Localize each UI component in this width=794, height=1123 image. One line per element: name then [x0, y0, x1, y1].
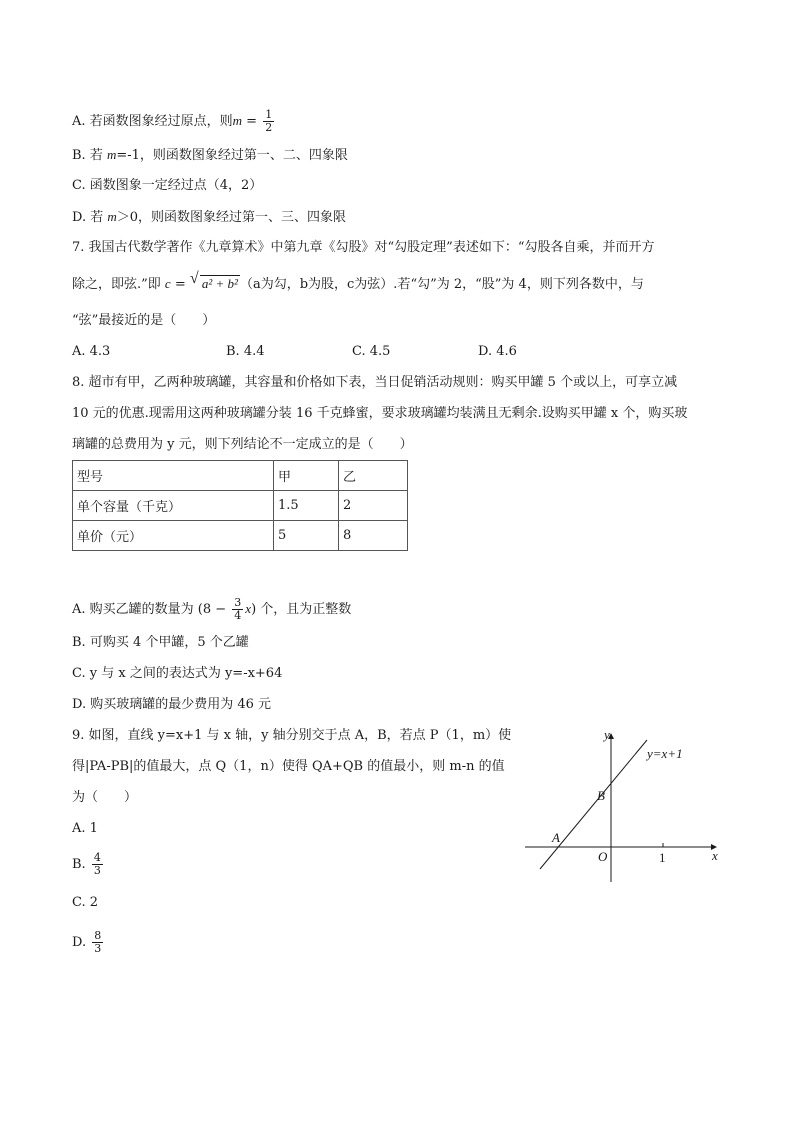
q7-stem-post: （a为勾，b为股，c为弦）.若“勾”为 2，“股”为 4，则下列各数中，与: [239, 277, 644, 292]
q8-option-a-fraction: [232, 597, 243, 622]
q8-option-b: B. 可购买 4 个甲罐，5 个乙罐: [72, 635, 249, 650]
q6-option-a-fraction: [263, 109, 274, 134]
q9-option-d-label: D.: [72, 935, 91, 950]
q9-option-b-label: B.: [72, 857, 90, 872]
q8-price-table: [72, 460, 408, 551]
q8-option-d: D. 购买玻璃罐的最少费用为 46 元: [72, 697, 272, 712]
q9-stem-line2: 得|PA-PB|的值最大，点 Q（1，n）使得 QA+QB 的值最小，则 m-n 的值: [72, 759, 505, 774]
q6-option-a-text: A. 若函数图象经过原点，则: [72, 114, 233, 129]
table-cell: 单价（元）: [73, 521, 274, 551]
table-row: [73, 521, 408, 551]
table-row: [73, 461, 408, 491]
q9-option-b: [72, 852, 105, 877]
point-a-label: A: [552, 830, 560, 845]
fraction-numerator: 8: [94, 929, 102, 942]
table-cell: 5: [274, 521, 339, 551]
point-b-label: B: [597, 788, 605, 803]
q6-option-d-pre: D. 若: [72, 210, 108, 225]
q7-eq: =: [170, 277, 190, 292]
table-cell: 2: [339, 491, 408, 521]
q6-option-b: [72, 147, 348, 164]
q7-stem-line1: 7. 我国古代数学著作《九章算术》中第九章《勾股》对“勾股定理”表述如下：“勾股各自乘，并而开方: [72, 240, 655, 255]
q7-option-d: D. 4.6: [478, 344, 517, 359]
q7-stem-line3: “弦”最接近的是（ ）: [72, 313, 216, 328]
q9-coordinate-graph: [520, 724, 730, 889]
line-label: y=x+1: [647, 746, 683, 761]
fraction-denominator: 2: [265, 121, 273, 134]
tick-label-1: 1: [659, 850, 666, 865]
q7-sqrt: [189, 270, 240, 292]
q9-stem-line1: 9. 如图，直线 y=x+1 与 x 轴，y 轴分别交于点 A，B，若点 P（1，m）使: [72, 728, 512, 743]
q8-stem-line2: 10 元的优惠.现需用这两种玻璃罐分装 16 千克蜂蜜，要求玻璃罐均装满且无剩余.设购买甲罐 x 个，购买玻: [72, 406, 688, 421]
fraction-numerator: 4: [93, 851, 101, 864]
q8-option-a-pre: A. 购买乙罐的数量为 (8 −: [72, 602, 231, 617]
q9-option-b-fraction: [92, 852, 103, 877]
q9-option-d: [72, 930, 105, 955]
q8-option-a-post: ) 个，且为正整数: [251, 602, 352, 617]
fraction-denominator: 3: [94, 942, 102, 955]
q6-option-d-var: m: [107, 209, 117, 224]
q6-option-a-var: m: [232, 113, 243, 128]
q6-option-a: [72, 109, 276, 134]
table-cell: 单个容量（千克）: [73, 491, 274, 521]
q9-option-d-fraction: [92, 930, 103, 955]
y-axis-label: y: [604, 727, 610, 742]
q7-sqrt-body: a² + b²: [201, 276, 238, 291]
q8-option-a-var: x: [245, 601, 252, 616]
fraction-denominator: 4: [234, 609, 242, 622]
x-axis-label: x: [712, 848, 718, 863]
q7-stem-line2: [72, 270, 644, 293]
line-y-eq-x-plus-1: [540, 740, 647, 869]
sqrt-icon: √: [189, 270, 199, 287]
q7-option-b: B. 4.4: [226, 344, 265, 359]
table-cell: 型号: [73, 461, 274, 491]
q8-stem-line3: 璃罐的总费用为 y 元，则下列结论不一定成立的是（ ）: [72, 437, 413, 452]
q7-var-c: c: [164, 276, 171, 291]
table-cell: 乙: [339, 461, 408, 491]
q8-stem-line1: 8. 超市有甲，乙两种玻璃罐，其容量和价格如下表，当日促销活动规则：购买甲罐 5 个或以上，可享立减: [72, 375, 678, 390]
q6-option-b-post: =-1，则函数图象经过第一、二、四象限: [116, 148, 348, 163]
origin-label: O: [598, 849, 608, 864]
q6-option-b-pre: B. 若: [72, 148, 107, 163]
q6-option-b-var: m: [106, 147, 117, 162]
table-cell: 甲: [274, 461, 339, 491]
fraction-numerator: 3: [234, 596, 242, 609]
table-cell: 1.5: [274, 491, 339, 521]
q9-option-c: C. 2: [72, 895, 99, 910]
table-row: [73, 491, 408, 521]
q9-option-a: A. 1: [72, 821, 98, 836]
fraction-numerator: 1: [265, 108, 273, 121]
q7-option-a: A. 4.3: [72, 344, 111, 359]
table-cell: 8: [339, 521, 408, 551]
q7-stem-pre: 除之，即弦.”即: [72, 277, 165, 292]
q6-option-a-eq: =: [242, 114, 262, 129]
fraction-denominator: 3: [93, 864, 101, 877]
q8-option-c: C. y 与 x 之间的表达式为 y=-x+64: [72, 666, 283, 681]
q6-option-d: [72, 209, 346, 226]
q6-option-d-post: ＞0，则函数图象经过第一、三、四象限: [116, 210, 347, 225]
q8-option-a: [72, 597, 351, 622]
q9-stem-line3: 为（ ）: [72, 790, 138, 805]
q6-option-c: C. 函数图象一定经过点（4，2）: [72, 178, 263, 193]
q7-option-c: C. 4.5: [352, 344, 391, 359]
